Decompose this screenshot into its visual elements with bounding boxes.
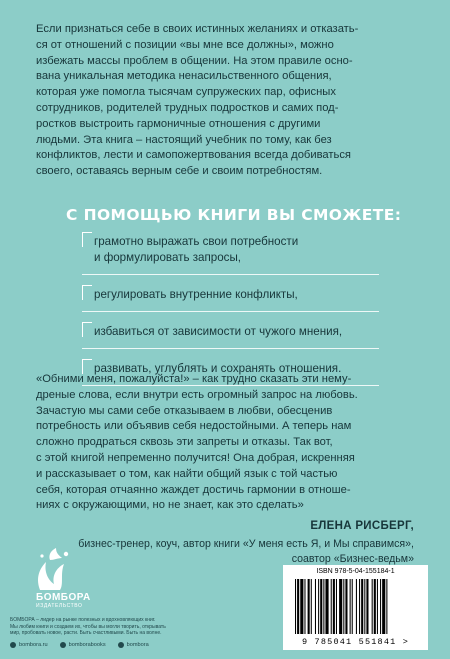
benefit-item [82, 285, 412, 312]
barcode-bar [315, 579, 316, 634]
barcode-bar [320, 579, 322, 634]
barcode-bar [336, 579, 337, 634]
text-line: потребность или объявив себя недостойными. А теперь нам [36, 420, 352, 433]
text-line: Если признаться себе в своих истинных желаниях и отказать- [36, 23, 359, 35]
text-line: сложно продраться сквозь эти запреты и отказы. Так вот, [36, 436, 333, 449]
barcode-bar [331, 579, 332, 634]
text-line: и рассказывает о том, как найти общий язык с той частью [36, 467, 338, 480]
barcode-bar [339, 579, 342, 634]
text-line: дреные слова, если внутри есть огромный запрос на любовь. [36, 388, 358, 401]
text-line: ся от отношений с позиции «вы мне все должны», можно [36, 38, 334, 51]
barcode-bar [356, 579, 357, 634]
barcode-bar [361, 579, 363, 634]
instagram-label: bombora [126, 642, 149, 648]
barcode-bar [372, 579, 373, 634]
tagline-line: Мы любим книги и создаем их, чтобы вы могли творить, открывать [10, 623, 166, 630]
barcode-bar [352, 579, 353, 634]
barcode-bar [304, 579, 305, 634]
barcode-bar [325, 579, 328, 634]
benefits-list [82, 232, 412, 386]
benefit-item [82, 232, 412, 275]
text-line: ниях с окружающими, но не знает, как это сделать» [36, 499, 304, 512]
barcode-bar [345, 579, 347, 634]
text-line: конфликтов, лести и самопожертвования всегда добиваться [36, 149, 351, 162]
isbn-barcode [283, 565, 428, 650]
text-line: ростков выстроить гармоничные отношения с другими [36, 117, 321, 130]
tagline-line: БОМБОРА – лидер на рынке полезных и вдохновляющих книг. [10, 617, 156, 623]
barcode-bar [308, 579, 310, 634]
text-line: избежать массы проблем в общении. На этом правиле осно- [36, 54, 353, 67]
social-links [10, 642, 149, 648]
barcode-bar [350, 579, 351, 634]
author-name: ЕЛЕНА РИСБЕРГ, [310, 520, 414, 532]
vk-icon [60, 642, 66, 648]
barcode-bar [359, 579, 360, 634]
publisher-tagline [10, 617, 252, 637]
text-line: себя, которая отчаянно жаждет достичь гармонии в отноше- [36, 483, 351, 496]
barcode-bar [380, 579, 381, 634]
benefit-item [82, 322, 412, 349]
benefit-text-line: избавиться от зависимости от чужого мнения, [94, 325, 343, 338]
barcode-bar [295, 579, 296, 634]
barcode-bar [318, 579, 319, 634]
publisher-subtitle: ИЗДАТЕЛЬСТВО [36, 603, 83, 609]
barcode-bar [382, 579, 385, 634]
globe-icon [10, 642, 16, 648]
barcode-bar [311, 579, 312, 634]
website-label: bombora.ru [19, 642, 48, 648]
instagram-link[interactable] [118, 642, 149, 648]
text-line: своего, оставаясь верным себе и своим потребностям. [36, 165, 323, 178]
text-line: Зачастую мы сами себе отказываем в любви, обесценив [36, 404, 333, 417]
barcode-bar [366, 579, 368, 634]
barcode-bar [300, 579, 303, 634]
benefit-text-line: грамотно выражать свои потребности [94, 235, 299, 248]
benefits-heading: С ПОМОЩЬЮ КНИГИ ВЫ СМОЖЕТЕ: [66, 206, 402, 224]
author-credentials: бизнес-тренер, коуч, автор книги «У меня есть Я, и Мы справимся», [78, 538, 414, 550]
barcode-bar [323, 579, 324, 634]
barcode-bar [374, 579, 376, 634]
description-paragraph [36, 22, 416, 180]
publisher-name: БОМБОРА [36, 592, 91, 603]
text-line: которая уже помогла тысячам супружеских пар, офисных [36, 86, 336, 99]
text-line: людьми. Эта книга – настоящий учебник по тому, как без [36, 133, 332, 146]
text-line: «Обними меня, пожалуйста!» – как трудно сказать эти нему- [36, 373, 352, 385]
tagline-line: мир, пробовать новое, расти. Быть счастливыми. Быть на волне. [10, 630, 162, 637]
instagram-icon [118, 642, 124, 648]
barcode-bar [386, 579, 387, 634]
text-line: сотрудников, родителей трудных подростков и самих под- [36, 101, 339, 114]
vk-label: bomborabooks [68, 642, 106, 648]
barcode-bar [343, 579, 344, 634]
benefit-text-line: регулировать внутренние конфликты, [94, 288, 298, 301]
barcode-digits: 9 785041 551841 > [301, 637, 410, 647]
barcode-bar [333, 579, 335, 634]
text-line: с этой книгой непременно получится! Она добрая, искренняя [36, 451, 355, 464]
barcode-bar [377, 579, 378, 634]
quote-author [78, 519, 414, 567]
author-credentials: соавтор «Бизнес-ведьм» [291, 553, 414, 565]
barcode-bar [364, 579, 365, 634]
vk-link[interactable] [60, 642, 106, 648]
text-line: вана уникальная методика ненасильственного общения, [36, 70, 332, 83]
benefit-text-line: развивать, углублять и сохранять отношения. [94, 362, 342, 375]
review-quote [36, 372, 416, 514]
isbn-label: ISBN 978-5-04-155184-1 [316, 568, 395, 575]
barcode-graphic [293, 579, 418, 634]
barcode-bar [297, 579, 299, 634]
website-link[interactable] [10, 642, 48, 648]
benefit-text-line: и формулировать запросы, [94, 251, 241, 264]
